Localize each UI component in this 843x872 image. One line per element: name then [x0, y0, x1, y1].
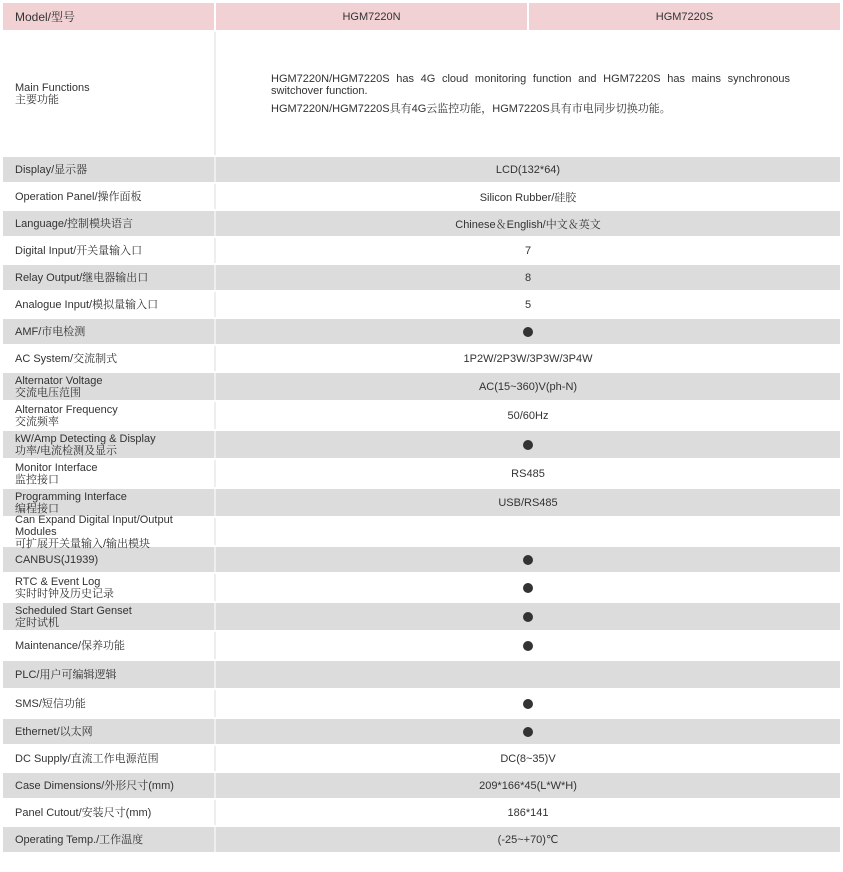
spec-label [3, 827, 216, 852]
spec-label [3, 184, 216, 209]
spec-value: RS485 [511, 467, 545, 480]
spec-label [3, 547, 216, 572]
spec-value: Silicon Rubber/硅胶 [479, 191, 577, 204]
spec-row [3, 603, 840, 632]
spec-row [3, 292, 840, 319]
spec-value: DC(8~35)V [500, 752, 556, 765]
spec-label-zh: 监控接口 [15, 473, 59, 486]
spec-label [3, 773, 216, 798]
spec-label-en: Can Expand Digital Input/Output Modules [15, 513, 173, 538]
spec-value [216, 518, 840, 545]
spec-label [3, 690, 216, 717]
spec-label [3, 373, 216, 400]
spec-value: 1P2W/2P3W/3P3W/3P4W [463, 352, 593, 365]
spec-label-en: Language/控制模块语言 [15, 217, 133, 230]
spec-label [3, 265, 216, 290]
spec-label-zh: 功率/电流检测及显示 [15, 444, 118, 457]
spec-value: 186*141 [507, 806, 549, 819]
spec-row [3, 238, 840, 265]
main-functions-row [3, 32, 840, 157]
spec-label [3, 431, 216, 458]
spec-row [3, 211, 840, 238]
spec-label [3, 238, 216, 263]
spec-row [3, 346, 840, 373]
spec-row [3, 773, 840, 800]
spec-label-en: Ethernet/以太网 [15, 725, 93, 738]
spec-label-en: AMF/市电检测 [15, 325, 86, 338]
spec-label-en: AC System/交流制式 [15, 352, 118, 365]
main-functions-text-en: HGM7220N/HGM7220S has 4G cloud monitoring function and HGM7220S has mains synchronous switchover function. [271, 72, 790, 97]
spec-value: LCD(132*64) [495, 163, 561, 176]
spec-row [3, 827, 840, 854]
spec-row [3, 800, 840, 827]
spec-row [3, 460, 840, 489]
spec-value [216, 431, 840, 458]
supported-dot-icon [523, 583, 533, 593]
spec-label-en: Analogue Input/模拟量输入口 [15, 298, 159, 311]
main-functions-text-zh: HGM7220N/HGM7220S具有4G云监控功能，HGM7220S具有市电同步切换功能。 [271, 102, 671, 115]
spec-row [3, 746, 840, 773]
spec-row [3, 402, 840, 431]
supported-dot-icon [523, 641, 533, 651]
header-label: Model/型号 [3, 3, 216, 30]
spec-value [216, 661, 840, 688]
spec-label-en: Operation Panel/操作面板 [15, 190, 142, 203]
spec-label-en: Case Dimensions/外形尺寸(mm) [15, 779, 174, 792]
spec-row [3, 632, 840, 661]
spec-label-en: RTC & Event Log [15, 575, 101, 588]
spec-label [3, 157, 216, 182]
spec-label-en: Programming Interface [15, 490, 127, 503]
supported-dot-icon [523, 440, 533, 450]
spec-value [216, 690, 840, 717]
main-functions-label-zh: 主要功能 [15, 93, 59, 106]
spec-label-en: Scheduled Start Genset [15, 604, 132, 617]
spec-label-en: Operating Temp./工作温度 [15, 833, 144, 846]
spec-label-en: Alternator Voltage [15, 374, 103, 387]
header-model-1: HGM7220N [342, 10, 401, 23]
spec-label-en: PLC/用户可编辑逻辑 [15, 668, 117, 681]
spec-label [3, 719, 216, 744]
spec-value: 50/60Hz [507, 409, 549, 422]
spec-label-zh: 定时试机 [15, 616, 59, 629]
spec-label [3, 746, 216, 771]
supported-dot-icon [523, 555, 533, 565]
spec-row [3, 319, 840, 346]
spec-label [3, 603, 216, 630]
header-model-2: HGM7220S [527, 3, 840, 30]
spec-table [3, 3, 840, 854]
spec-label-en: Digital Input/开关量输入口 [15, 244, 143, 257]
spec-value: 8 [524, 271, 532, 284]
spec-row [3, 373, 840, 402]
spec-value: Chinese＆English/中文＆英文 [455, 218, 601, 231]
spec-label [3, 346, 216, 371]
spec-label-en: Alternator Frequency [15, 403, 118, 416]
supported-dot-icon [523, 327, 533, 337]
spec-value [216, 632, 840, 659]
spec-label-zh: 编程接口 [15, 502, 59, 515]
spec-label-zh: 交流电压范围 [15, 386, 81, 399]
spec-row [3, 574, 840, 603]
spec-row [3, 690, 840, 719]
spec-value [216, 319, 840, 344]
spec-label [3, 489, 216, 516]
spec-value: AC(15~360)V(ph-N) [478, 380, 578, 393]
spec-label [3, 319, 216, 344]
spec-label-zh: 实时时钟及历史记录 [15, 587, 114, 600]
main-functions-label-en: Main Functions [15, 81, 90, 94]
header-row [3, 3, 840, 32]
spec-value [216, 603, 840, 630]
spec-label [3, 800, 216, 825]
spec-label [3, 460, 216, 487]
spec-value [216, 574, 840, 601]
supported-dot-icon [523, 612, 533, 622]
spec-label-en: Maintenance/保养功能 [15, 639, 126, 652]
spec-label-en: CANBUS(J1939) [15, 553, 99, 566]
spec-label [3, 574, 216, 601]
spec-row [3, 265, 840, 292]
spec-label [3, 402, 216, 429]
spec-row [3, 184, 840, 211]
spec-label-en: Monitor Interface [15, 461, 98, 474]
main-functions-label [3, 32, 216, 155]
spec-row [3, 513, 840, 550]
spec-label [3, 632, 216, 659]
spec-label [3, 513, 216, 550]
supported-dot-icon [523, 727, 533, 737]
spec-row [3, 431, 840, 460]
spec-label [3, 292, 216, 317]
spec-label-en: kW/Amp Detecting & Display [15, 432, 156, 445]
spec-label-en: Relay Output/继电器输出口 [15, 271, 149, 284]
spec-value: 209*166*45(L*W*H) [479, 779, 577, 792]
spec-label [3, 211, 216, 236]
spec-rows [3, 157, 840, 854]
main-functions-value [216, 32, 840, 155]
spec-row [3, 719, 840, 746]
spec-label-zh: 可扩展开关量输入/输出模块 [15, 537, 151, 550]
spec-row [3, 157, 840, 184]
spec-label-en: SMS/短信功能 [15, 697, 86, 710]
spec-value [216, 719, 840, 744]
spec-value: 7 [524, 244, 532, 257]
spec-label [3, 661, 216, 688]
spec-value: (-25~+70)℃ [497, 834, 559, 846]
spec-label-en: Display/显示器 [15, 163, 88, 176]
spec-value: 5 [524, 298, 532, 311]
spec-label-en: Panel Cutout/安装尺寸(mm) [15, 806, 152, 819]
spec-label-en: DC Supply/直流工作电源范围 [15, 752, 159, 765]
spec-value [216, 547, 840, 572]
spec-row [3, 547, 840, 574]
spec-row [3, 661, 840, 690]
spec-value: USB/RS485 [498, 496, 558, 509]
spec-label-zh: 交流频率 [15, 415, 59, 428]
supported-dot-icon [523, 699, 533, 709]
